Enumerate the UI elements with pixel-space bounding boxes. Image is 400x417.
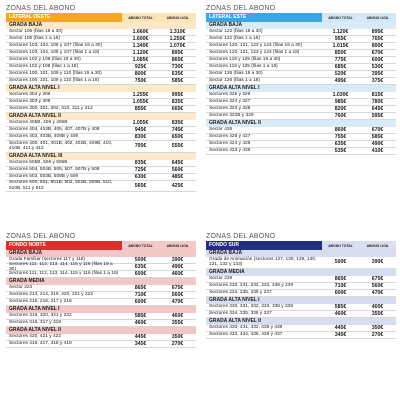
sector-label: Sector 105 (filas 1 a 18) <box>9 36 60 42</box>
sector-label: Sectores 103, 104, 106 y 107 (filas 1 a 18) <box>9 50 100 56</box>
price-liga: 780€ <box>371 99 384 105</box>
price-total: 535€ <box>334 148 347 154</box>
price-total: 565€ <box>134 182 147 189</box>
column-header-liga: ABONO LIGA <box>366 243 389 248</box>
price-row <box>6 141 196 153</box>
price-liga: 665€ <box>171 106 184 112</box>
price-liga: 670€ <box>371 50 384 56</box>
price-row <box>6 292 196 299</box>
price-total: 585€ <box>134 313 147 319</box>
price-liga: 745€ <box>171 127 184 133</box>
zone-title: ZONAS DEL ABONO <box>6 5 76 12</box>
price-liga: 460€ <box>371 303 384 310</box>
section-title: GRADA ALTA NIVEL I <box>206 297 396 304</box>
panel-header <box>206 13 396 22</box>
price-liga: 995€ <box>171 92 184 98</box>
sector-label: Sectores 213, 214, 219, 220, 221 y 222 <box>9 292 94 298</box>
sector-label: Sectores 304 y 306 <box>9 92 51 98</box>
price-row <box>6 160 196 167</box>
price-total: 460€ <box>334 310 347 317</box>
panel-lateral-este <box>206 4 396 155</box>
sector-label: Sectores 405B, 406 y 406B <box>9 120 68 126</box>
price-total: 600€ <box>134 271 147 277</box>
section-title: GRADA BAJA <box>6 250 196 257</box>
price-total: 635€ <box>334 141 347 147</box>
price-liga: 1.310€ <box>169 29 186 35</box>
price-row <box>6 57 196 64</box>
price-liga: 675€ <box>171 285 184 291</box>
column-header-liga: ABONO LIGA <box>166 15 189 20</box>
price-row <box>6 320 196 327</box>
sector-label: Sectores 100, 101, 109 y 110 (filas 1 a 18) <box>9 78 100 84</box>
sector-label: Sectores 430, 431, 432, 438 y 439 <box>209 324 283 330</box>
price-total: 1.120€ <box>332 29 349 35</box>
section-title: GRADA ALTA NIVEL I <box>6 85 196 92</box>
panel-name: FONDO SUR <box>206 241 322 250</box>
price-total: 860€ <box>334 127 347 133</box>
price-row <box>206 64 396 71</box>
price-row <box>206 141 396 148</box>
price-total: 865€ <box>334 275 347 282</box>
price-liga: 390€ <box>371 259 384 266</box>
sector-label: Sectores 424 y 428 <box>209 141 251 147</box>
price-row <box>6 299 196 306</box>
price-total: 1.030€ <box>332 92 349 98</box>
price-row <box>206 134 396 141</box>
price-row <box>206 71 396 78</box>
sector-label: Sector 122 (filas 1 a 18) <box>209 36 260 42</box>
price-total: 705€ <box>134 143 147 150</box>
zone-title: ZONAS DEL ABONO <box>206 233 276 240</box>
sector-label: Sectores 420, 421 y 422 <box>9 334 62 340</box>
price-total: 500€ <box>134 257 147 263</box>
section-title: GRADA ALTA NIVEL I <box>206 85 396 92</box>
price-liga: 765€ <box>371 36 384 42</box>
price-row <box>6 106 196 113</box>
sector-label: Sectores 330, 331, 332, 333, 338 y 339 <box>209 303 294 309</box>
sector-label: Sectores 324 y 327 <box>209 99 251 105</box>
price-total: 1.015€ <box>332 43 349 49</box>
price-row <box>6 92 196 99</box>
section-title: GRADA BAJA <box>206 22 396 29</box>
sector-label: Sectores 504, 504B, 505, 507, 507B y 508 <box>9 166 100 172</box>
price-liga: 270€ <box>371 331 384 338</box>
price-liga: 460€ <box>171 313 184 319</box>
sector-label: Sectores 416, 417, 418 y 419 <box>9 341 72 347</box>
price-liga: 865€ <box>171 57 184 63</box>
price-row <box>6 127 196 134</box>
sector-label: Sectores 230, 231, 232, 233, 238 y 239 <box>209 282 294 288</box>
price-row <box>206 304 396 311</box>
sector-label: Sectores 215, 216, 217 y 218 <box>9 299 72 305</box>
price-row <box>6 285 196 292</box>
price-total: 500€ <box>334 259 347 266</box>
price-total: 710€ <box>134 292 147 298</box>
sector-label: Sectores 503, 503B, 508B y 509 <box>9 173 79 179</box>
section-title: GRADA MEDIA <box>6 278 196 285</box>
column-header-total: ABONO TOTAL <box>128 243 153 248</box>
sector-label: Sectores 119 y 125 (filas 19 a 30) <box>209 57 281 63</box>
price-total: 855€ <box>134 106 147 112</box>
price-liga: 675€ <box>371 275 384 282</box>
sector-label: Sectores 120, 121, 123 y 124 (filas 1 a 18) <box>209 50 300 56</box>
panel-name: FONDO NORTE <box>6 241 122 250</box>
sector-label: Sector 426 <box>209 127 233 133</box>
price-row <box>206 99 396 106</box>
sector-label: Sectores 404, 404B, 405, 407, 407B y 408 <box>9 127 100 133</box>
sector-label: Sectores 334, 335, 336 y 337 <box>209 310 272 316</box>
price-liga: 355€ <box>371 310 384 317</box>
sector-label: Sectores 403, 403B, 408B y 409 <box>9 134 79 140</box>
zone-title: ZONAS DEL ABONO <box>6 233 76 240</box>
panel-lateral-oeste <box>6 4 196 192</box>
price-liga: 390€ <box>171 257 184 263</box>
price-row <box>206 106 396 113</box>
price-total: 750€ <box>134 78 147 84</box>
price-total: 685€ <box>334 64 347 70</box>
column-header-total: ABONO TOTAL <box>128 15 153 20</box>
price-liga: 585€ <box>371 134 384 140</box>
price-total: 985€ <box>334 99 347 105</box>
sector-label: Sector 105 (filas 19 a 30) <box>9 29 63 35</box>
sector-label: Sectores 505B, 506 y 506B <box>9 159 68 165</box>
sector-label: Sectores 303 y 309 <box>9 99 51 105</box>
panel-name: LATERAL ESTE <box>206 13 322 22</box>
sector-label: Sectores 120, 121, 123 y 124 (filas 19 a 30) <box>209 43 303 49</box>
price-row <box>206 57 396 64</box>
price-total: 345€ <box>334 331 347 338</box>
sector-label: Sector 122 (filas 19 a 30) <box>209 29 263 35</box>
sector-label: Sector 126 (filas 19 a 30) <box>209 71 263 77</box>
sector-label: Sectores 102 y 108 (filas 1 a 18) <box>9 64 79 70</box>
panel-header <box>6 241 196 250</box>
price-total: 775€ <box>334 57 347 63</box>
price-row <box>206 43 396 50</box>
price-liga: 555€ <box>171 143 184 150</box>
price-liga: 645€ <box>371 106 384 112</box>
price-row <box>206 50 396 57</box>
sector-label: Grada Familiar (sectores 117 y 118) <box>9 257 86 263</box>
price-row <box>6 271 196 278</box>
price-liga: 395€ <box>371 71 384 77</box>
price-row <box>206 127 396 134</box>
price-liga: 410€ <box>371 148 384 154</box>
panel-name: LATERAL OESTE <box>6 13 122 22</box>
sector-label: Sectores 234, 235, 236 y 237 <box>209 289 272 295</box>
column-header-total: ABONO TOTAL <box>328 243 353 248</box>
sector-label: Sector 126 (filas 1 a 18) <box>209 78 260 84</box>
section-title: GRADA ALTA NIVEL II <box>206 120 396 127</box>
price-row <box>206 311 396 318</box>
sector-label: Sectores 111, 112, 113, 114, 115 y 116 (filas 19 a 30) <box>9 261 113 272</box>
price-row <box>6 261 196 272</box>
price-total: 1.255€ <box>132 92 149 98</box>
price-row <box>6 71 196 78</box>
price-total: 925€ <box>134 64 147 70</box>
price-row <box>206 148 396 155</box>
price-total: 520€ <box>334 71 347 77</box>
price-total: 445€ <box>334 324 347 331</box>
sector-label: Sectores 323 y 328 <box>209 106 251 112</box>
price-row <box>6 334 196 341</box>
price-row <box>6 120 196 127</box>
price-total: 725€ <box>134 166 147 173</box>
column-header-total: ABONO TOTAL <box>328 15 353 20</box>
price-row <box>6 64 196 71</box>
price-liga: 670€ <box>371 127 384 133</box>
sector-label: Sectores 319, 320, 321 y 322 <box>9 313 72 319</box>
price-liga: 650€ <box>171 134 184 140</box>
sector-label: Grada de Animación (sectores 127, 128, 129, 130, 131, 132 y 133) <box>209 256 317 268</box>
sector-label: Sectores 433, 434, 435, 436 y 437 <box>209 331 283 337</box>
section-title: GRADA ALTA NIVEL I <box>6 306 196 313</box>
price-liga: 560€ <box>171 292 184 298</box>
price-row <box>6 167 196 174</box>
price-total: 710€ <box>334 282 347 289</box>
price-total: 830€ <box>134 134 147 140</box>
price-liga: 1.070€ <box>169 43 186 49</box>
sector-label: Sectores 100, 101, 109 y 110 (filas 19 a 30) <box>9 71 102 77</box>
price-row <box>6 341 196 348</box>
sector-label: Sectores 102 y 108 (filas 19 a 30) <box>9 57 81 63</box>
price-total: 460€ <box>134 320 147 326</box>
price-liga: 350€ <box>171 334 184 340</box>
price-liga: 270€ <box>171 341 184 347</box>
price-total: 585€ <box>334 303 347 310</box>
section-title: GRADA BAJA <box>206 250 396 257</box>
price-row <box>6 78 196 85</box>
section-title: GRADA ALTA NIVEL III <box>6 153 196 160</box>
panel-fondo-sur <box>206 232 396 339</box>
price-total: 1.660€ <box>132 29 149 35</box>
price-total: 1.600€ <box>132 36 149 42</box>
price-total: 630€ <box>134 173 147 180</box>
sector-label: Sectores 325 y 326 <box>209 92 251 98</box>
price-total: 820€ <box>334 106 347 112</box>
price-row <box>206 332 396 339</box>
price-liga: 530€ <box>371 64 384 70</box>
price-liga: 645€ <box>171 159 184 166</box>
panel-header <box>6 13 196 22</box>
price-liga: 375€ <box>371 78 384 84</box>
price-row <box>206 78 396 85</box>
price-row <box>206 276 396 283</box>
price-liga: 800€ <box>371 43 384 49</box>
price-total: 345€ <box>134 341 147 347</box>
price-liga: 815€ <box>371 92 384 98</box>
price-row <box>206 283 396 290</box>
price-total: 800€ <box>134 71 147 77</box>
price-row <box>6 313 196 320</box>
price-liga: 470€ <box>371 289 384 296</box>
panel-header <box>206 241 396 250</box>
price-liga: 895€ <box>171 50 184 56</box>
price-liga: 560€ <box>171 166 184 173</box>
price-liga: 350€ <box>371 324 384 331</box>
price-row <box>206 290 396 297</box>
price-total: 1.120€ <box>132 50 149 56</box>
price-liga: 460€ <box>171 271 184 277</box>
price-total: 865€ <box>134 285 147 291</box>
price-total: 600€ <box>334 289 347 296</box>
price-row <box>206 113 396 120</box>
price-row <box>6 29 196 36</box>
price-total: 1.085€ <box>132 57 149 63</box>
price-liga: 425€ <box>171 182 184 189</box>
sector-label: Sectores 423 y 429 <box>209 148 251 154</box>
price-liga: 470€ <box>171 299 184 305</box>
price-liga: 490€ <box>171 264 184 270</box>
price-total: 760€ <box>334 113 347 119</box>
price-total: 850€ <box>334 50 347 56</box>
price-liga: 490€ <box>371 141 384 147</box>
price-total: 600€ <box>134 299 147 305</box>
panel-fondo-norte <box>6 232 196 348</box>
sector-label: Sectores 400, 401, 401B, 402, 402B, 409B, 410, 410B, 411 y 412 <box>9 140 113 152</box>
price-total: 835€ <box>134 159 147 166</box>
price-liga: 835€ <box>171 99 184 105</box>
price-row <box>6 181 196 193</box>
price-liga: 835€ <box>171 120 184 126</box>
price-row <box>206 92 396 99</box>
sector-label: Sectores 316, 317 y 318 <box>9 320 62 326</box>
column-header-liga: ABONO LIGA <box>366 15 389 20</box>
section-title: GRADA BAJA <box>6 22 196 29</box>
sector-label: Sectores 322B y 329 <box>209 113 254 119</box>
price-total: 495€ <box>334 78 347 84</box>
price-row <box>206 29 396 36</box>
price-total: 445€ <box>134 334 147 340</box>
zone-title: ZONAS DEL ABONO <box>206 5 276 12</box>
sector-label: Sector 229 <box>209 275 233 281</box>
price-row <box>206 257 396 269</box>
section-title: GRADA ALTA NIVEL II <box>6 327 196 334</box>
price-row <box>6 36 196 43</box>
price-liga: 600€ <box>371 57 384 63</box>
column-header-liga: ABONO LIGA <box>166 243 189 248</box>
price-liga: 635€ <box>171 71 184 77</box>
sector-label: Sectores 119 y 125 (filas 1 a 18) <box>209 64 278 70</box>
price-liga: 560€ <box>371 282 384 289</box>
sector-label: Sectores 103, 104, 106 y 107 (filas 19 a 30) <box>9 43 103 49</box>
price-liga: 355€ <box>171 320 184 326</box>
price-total: 1.340€ <box>132 43 149 49</box>
sector-label: Sector 223 <box>9 285 33 291</box>
price-total: 945€ <box>134 127 147 133</box>
price-row <box>206 36 396 43</box>
price-row <box>6 43 196 50</box>
price-total: 635€ <box>134 264 147 270</box>
section-title: GRADA MEDIA <box>206 269 396 276</box>
price-liga: 585€ <box>171 78 184 84</box>
price-liga: 895€ <box>371 29 384 35</box>
price-total: 1.055€ <box>132 120 149 126</box>
sector-label: Sectores 300, 301, 302, 310, 311 y 312 <box>9 106 93 112</box>
price-row <box>206 325 396 332</box>
sector-label: Sectores 500, 501, 501B, 502, 502B, 509B, 510, 510B, 511 y 512 <box>9 180 113 191</box>
section-title: GRADA ALTA NIVEL II <box>206 318 396 325</box>
price-row <box>6 134 196 141</box>
sector-label: Sectores 111, 112, 113, 114, 115 y 116 (filas 1 a 18) <box>9 271 119 277</box>
price-liga: 595€ <box>371 113 384 119</box>
price-liga: 730€ <box>171 64 184 70</box>
price-total: 1.055€ <box>132 99 149 105</box>
section-title: GRADA ALTA NIVEL II <box>6 113 196 120</box>
sector-label: Sectores 425 y 427 <box>209 134 251 140</box>
price-total: 755€ <box>334 134 347 140</box>
price-total: 955€ <box>334 36 347 42</box>
price-liga: 485€ <box>171 173 184 180</box>
price-row <box>6 50 196 57</box>
price-row <box>6 99 196 106</box>
price-liga: 1.250€ <box>169 36 186 42</box>
